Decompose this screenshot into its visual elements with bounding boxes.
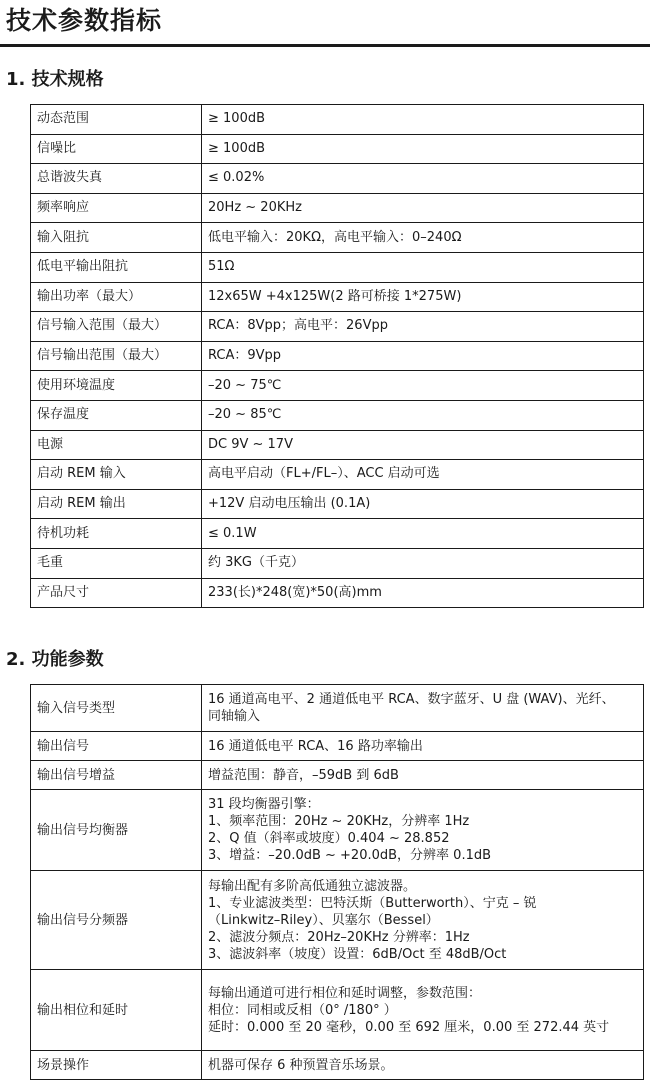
spec-label: 信号输入范围（最大） [31,312,202,342]
function-label: 输出信号均衡器 [31,790,202,871]
spec-label: 产品尺寸 [31,578,202,608]
spec-value: ≥ 100dB [202,134,644,164]
spec-label: 毛重 [31,548,202,578]
spec-value: 51Ω [202,252,644,282]
spec-row [31,164,644,194]
function-value [202,790,644,871]
function-row [31,685,644,732]
spec-value: 约 3KG（千克） [202,548,644,578]
spec-value: +12V 启动电压输出 (0.1A) [202,489,644,519]
function-value [202,970,644,1051]
function-value-line: 延时：0.000 至 20 毫秒，0.00 至 692 厘米，0.00 至 272.44 英寸 [208,1019,610,1035]
spec-value: 高电平启动（FL+/FL–）、ACC 启动可选 [202,460,644,490]
function-value [202,685,644,732]
spec-label: 信号输出范围（最大） [31,341,202,371]
spec-value: ≥ 100dB [202,105,644,135]
function-value-line: 增益范围：静音，–59dB 到 6dB [208,767,399,783]
function-row [31,761,644,790]
section-title-functions: 2. 功能参数 [6,649,104,670]
spec-label: 使用环境温度 [31,371,202,401]
spec-row [31,519,644,549]
function-label: 输入信号类型 [31,685,202,732]
spec-label: 信噪比 [31,134,202,164]
function-label: 输出信号分频器 [31,871,202,970]
function-value-line: 16 通道低电平 RCA、16 路功率输出 [208,738,423,754]
function-value-line: 同轴输入 [208,709,261,724]
function-value [202,871,644,970]
spec-row [31,223,644,253]
spec-label: 低电平输出阻抗 [31,252,202,282]
function-label: 输出信号增益 [31,761,202,790]
spec-row [31,312,644,342]
spec-row [31,460,644,490]
function-value-line: 31 段均衡器引擎： [208,797,320,812]
function-value-line: 3、增益：–20.0dB ~ +20.0dB，分辨率 0.1dB [208,848,492,863]
spec-label: 电源 [31,430,202,460]
function-table [30,684,644,1080]
function-value-line: 16 通道高电平、2 通道低电平 RCA、数字蓝牙、U 盘 (WAV)、光纤、 [208,692,615,707]
function-row [31,1051,644,1080]
spec-row [31,489,644,519]
function-row [31,732,644,761]
spec-value: 低电平输入：20KΩ，高电平输入：0–240Ω [202,223,644,253]
function-value-line: 每输出通道可进行相位和延时调整，参数范围： [208,985,482,1001]
function-value [202,732,644,761]
function-value [202,761,644,790]
function-value-line: 机器可保存 6 种预置音乐场景。 [208,1057,394,1073]
spec-table [30,104,644,608]
spec-row [31,578,644,608]
spec-label: 输入阻抗 [31,223,202,253]
spec-row [31,430,644,460]
function-value-line: 每输出配有多阶高低通独立滤波器。 [208,878,417,894]
spec-label: 频率响应 [31,193,202,223]
spec-value: 233(长)*248(宽)*50(高)mm [202,578,644,608]
page-title: 技术参数指标 [6,6,163,35]
spec-row [31,252,644,282]
function-value-line: 1、频率范围：20Hz ~ 20KHz，分辨率 1Hz [208,814,470,829]
spec-row [31,105,644,135]
spec-value: DC 9V ~ 17V [202,430,644,460]
function-row [31,970,644,1051]
function-value-line: （Linkwitz–Riley）、贝塞尔（Bessel） [208,912,439,928]
spec-row [31,193,644,223]
spec-label: 保存温度 [31,400,202,430]
spec-value: RCA：9Vpp [202,341,644,371]
spec-row [31,400,644,430]
function-row [31,871,644,970]
section-title-specs: 1. 技术规格 [6,69,104,90]
function-label: 输出信号 [31,732,202,761]
function-value-line: 3、滤波斜率（坡度）设置：6dB/Oct 至 48dB/Oct [208,946,507,962]
spec-row [31,548,644,578]
function-value-line: 2、Q 值（斜率或坡度）0.404 ~ 28.852 [208,831,450,846]
function-row [31,790,644,871]
spec-value: ≤ 0.1W [202,519,644,549]
spec-label: 启动 REM 输入 [31,460,202,490]
spec-label: 总谐波失真 [31,164,202,194]
function-value-line: 相位：同相或反相（0° /180° ） [208,1002,397,1018]
spec-row [31,282,644,312]
spec-value: 20Hz ~ 20KHz [202,193,644,223]
spec-value: –20 ~ 75℃ [202,371,644,401]
spec-row [31,341,644,371]
spec-row [31,371,644,401]
function-value-line: 2、滤波分频点：20Hz–20KHz 分辨率：1Hz [208,929,470,945]
spec-value: –20 ~ 85℃ [202,400,644,430]
spec-value: ≤ 0.02% [202,164,644,194]
function-value-line: 1、专业滤波类型：巴特沃斯（Butterworth）、宁克 – 锐 [208,895,537,911]
spec-label: 启动 REM 输出 [31,489,202,519]
spec-label: 待机功耗 [31,519,202,549]
spec-label: 输出功率（最大） [31,282,202,312]
spec-row [31,134,644,164]
spec-label: 动态范围 [31,105,202,135]
function-value [202,1051,644,1080]
spec-value: 12x65W +4x125W(2 路可桥接 1*275W) [202,282,644,312]
title-divider [0,44,650,47]
function-label: 场景操作 [31,1051,202,1080]
function-label: 输出相位和延时 [31,970,202,1051]
spec-value: RCA：8Vpp；高电平：26Vpp [202,312,644,342]
